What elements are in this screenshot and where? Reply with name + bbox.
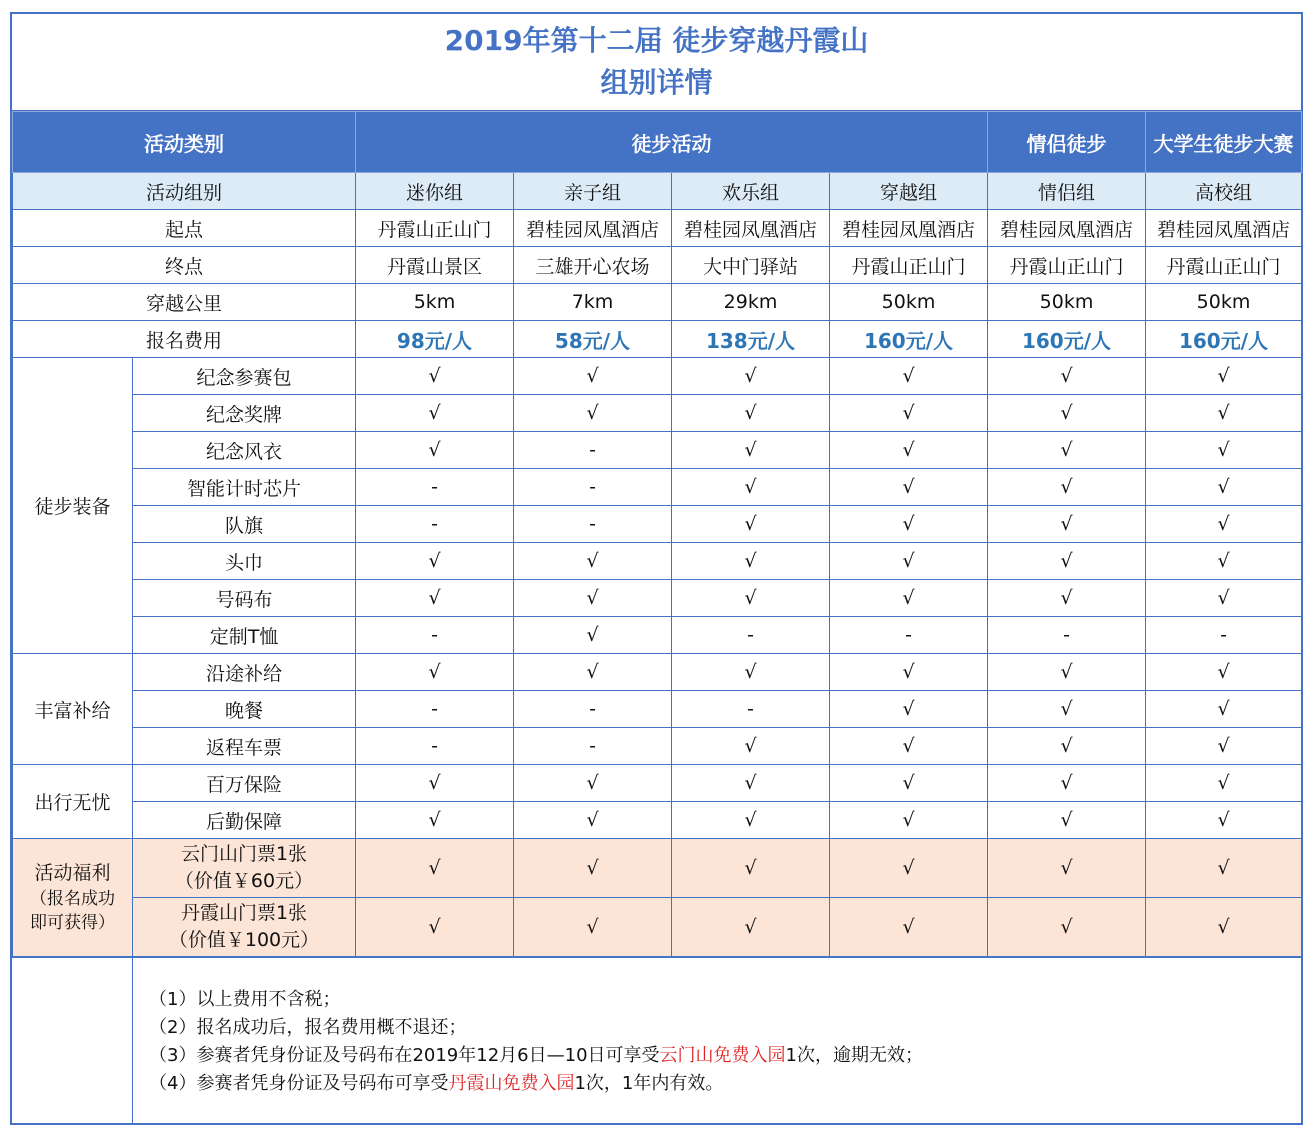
check-mark: √ — [830, 898, 988, 957]
item-row — [13, 765, 1302, 802]
benefit-row — [13, 898, 1302, 957]
item-row — [13, 728, 1302, 765]
check-mark: √ — [1146, 691, 1302, 728]
check-mark: √ — [988, 898, 1146, 957]
fee-row — [13, 321, 1302, 358]
check-mark: √ — [830, 543, 988, 580]
header-row — [13, 112, 1302, 173]
check-mark: √ — [1146, 898, 1302, 957]
benefits-name-line: 即可获得） — [30, 913, 115, 933]
check-mark: √ — [1146, 469, 1302, 506]
check-mark: √ — [1146, 506, 1302, 543]
check-mark: - — [830, 617, 988, 654]
check-mark: - — [514, 432, 672, 469]
cell-value: 碧桂园凤凰酒店 — [988, 210, 1146, 247]
group-name: 欢乐组 — [672, 173, 830, 210]
check-mark: √ — [988, 469, 1146, 506]
item-row — [13, 617, 1302, 654]
item-row — [13, 654, 1302, 691]
check-mark: √ — [830, 802, 988, 839]
check-mark: √ — [1146, 395, 1302, 432]
section-name: 徒步装备 — [13, 358, 133, 654]
check-mark: √ — [830, 654, 988, 691]
note-highlight: 云门山免费入园 — [659, 1045, 786, 1066]
check-mark: √ — [514, 654, 672, 691]
check-mark: √ — [514, 839, 672, 898]
check-mark: - — [514, 691, 672, 728]
check-mark: - — [988, 617, 1146, 654]
check-mark: √ — [1146, 580, 1302, 617]
cell-value: 丹霞山正山门 — [988, 247, 1146, 284]
section-name: 出行无忧 — [13, 765, 133, 839]
check-mark: √ — [356, 395, 514, 432]
item-label: 百万保险 — [133, 765, 356, 802]
benefit-label — [133, 898, 356, 957]
cell-value: 碧桂园凤凰酒店 — [1146, 210, 1302, 247]
check-mark: √ — [830, 469, 988, 506]
check-mark: √ — [988, 506, 1146, 543]
item-row — [13, 802, 1302, 839]
check-mark: √ — [672, 469, 830, 506]
fee-value: 160元/人 — [1146, 321, 1302, 358]
group-label: 活动组别 — [13, 173, 356, 210]
row-label: 终点 — [13, 247, 356, 284]
check-mark: √ — [672, 432, 830, 469]
cell-value: 丹霞山正山门 — [830, 247, 988, 284]
benefit-label-line: 丹霞山门票1张 — [180, 902, 308, 924]
group-name: 亲子组 — [514, 173, 672, 210]
check-mark: √ — [672, 728, 830, 765]
cell-value: 7km — [514, 284, 672, 321]
item-label: 晚餐 — [133, 691, 356, 728]
item-label: 队旗 — [133, 506, 356, 543]
check-mark: √ — [1146, 654, 1302, 691]
item-label: 纪念奖牌 — [133, 395, 356, 432]
check-mark: √ — [514, 802, 672, 839]
check-mark: √ — [1146, 728, 1302, 765]
check-mark: - — [514, 506, 672, 543]
benefits-name — [13, 839, 133, 957]
item-label: 纪念参赛包 — [133, 358, 356, 395]
benefit-label — [133, 839, 356, 898]
item-row — [13, 395, 1302, 432]
cell-value: 碧桂园凤凰酒店 — [514, 210, 672, 247]
check-mark: √ — [1146, 358, 1302, 395]
group-name: 迷你组 — [356, 173, 514, 210]
fee-value: 160元/人 — [830, 321, 988, 358]
check-mark: √ — [988, 839, 1146, 898]
cell-value: 50km — [1146, 284, 1302, 321]
check-mark: √ — [988, 358, 1146, 395]
check-mark: √ — [356, 898, 514, 957]
benefit-row — [13, 839, 1302, 898]
check-mark: √ — [672, 802, 830, 839]
check-mark: √ — [672, 395, 830, 432]
check-mark: √ — [830, 432, 988, 469]
note-2: （2）报名成功后，报名费用概不退还； — [149, 1017, 467, 1038]
fee-value: 98元/人 — [356, 321, 514, 358]
check-mark: √ — [988, 654, 1146, 691]
benefit-label-line: （价值￥60元） — [174, 870, 314, 892]
check-mark: √ — [1146, 802, 1302, 839]
check-mark: √ — [672, 839, 830, 898]
item-label: 头巾 — [133, 543, 356, 580]
check-mark: √ — [356, 543, 514, 580]
check-mark: √ — [514, 395, 672, 432]
check-mark: - — [356, 728, 514, 765]
check-mark: √ — [672, 580, 830, 617]
check-mark: √ — [356, 580, 514, 617]
check-mark: √ — [514, 617, 672, 654]
section-name: 丰富补给 — [13, 654, 133, 765]
check-mark: √ — [672, 765, 830, 802]
check-mark: √ — [988, 395, 1146, 432]
check-mark: √ — [988, 728, 1146, 765]
cell-value: 碧桂园凤凰酒店 — [672, 210, 830, 247]
check-mark: - — [356, 617, 514, 654]
header-couple: 情侣徒步 — [988, 112, 1146, 173]
sheet-title — [12, 14, 1301, 111]
check-mark: - — [514, 728, 672, 765]
detail-sheet — [10, 12, 1303, 1125]
check-mark: √ — [988, 580, 1146, 617]
cell-value: 大中门驿站 — [672, 247, 830, 284]
note-highlight: 丹霞山免费入园 — [448, 1073, 575, 1094]
check-mark: - — [356, 691, 514, 728]
check-mark: - — [356, 469, 514, 506]
check-mark: √ — [1146, 543, 1302, 580]
check-mark: √ — [988, 802, 1146, 839]
cell-value: 碧桂园凤凰酒店 — [830, 210, 988, 247]
cell-value: 50km — [988, 284, 1146, 321]
title-line-2: 组别详情 — [600, 66, 713, 99]
info-row — [13, 210, 1302, 247]
title-line-1: 2019年第十二届 徒步穿越丹霞山 — [444, 24, 869, 57]
check-mark: √ — [514, 898, 672, 957]
item-label: 纪念风衣 — [133, 432, 356, 469]
header-hike: 徒步活动 — [356, 112, 988, 173]
row-label: 报名费用 — [13, 321, 356, 358]
item-label: 定制T恤 — [133, 617, 356, 654]
note-4: （4）参赛者凭身份证及号码布可享受丹霞山免费入园1次，1年内有效。 — [149, 1073, 724, 1094]
check-mark: √ — [830, 691, 988, 728]
group-name: 高校组 — [1146, 173, 1302, 210]
fee-value: 58元/人 — [514, 321, 672, 358]
check-mark: - — [514, 469, 672, 506]
cell-value: 5km — [356, 284, 514, 321]
check-mark: √ — [356, 802, 514, 839]
check-mark: - — [356, 506, 514, 543]
benefits-name-line: 活动福利 — [34, 862, 111, 884]
check-mark: √ — [356, 839, 514, 898]
notes-section — [12, 957, 1301, 1123]
check-mark: √ — [514, 765, 672, 802]
check-mark: √ — [830, 839, 988, 898]
check-mark: √ — [830, 358, 988, 395]
cell-value: 三雄开心农场 — [514, 247, 672, 284]
item-row — [13, 691, 1302, 728]
check-mark: √ — [1146, 839, 1302, 898]
item-label: 沿途补给 — [133, 654, 356, 691]
check-mark: √ — [672, 898, 830, 957]
item-label: 号码布 — [133, 580, 356, 617]
info-row — [13, 284, 1302, 321]
check-mark: √ — [988, 691, 1146, 728]
check-mark: √ — [672, 358, 830, 395]
notes-list — [133, 958, 923, 1123]
item-row — [13, 506, 1302, 543]
benefit-label-line: （价值￥100元） — [168, 929, 320, 951]
check-mark: √ — [356, 765, 514, 802]
check-mark: √ — [356, 358, 514, 395]
item-label: 返程车票 — [133, 728, 356, 765]
fee-value: 160元/人 — [988, 321, 1146, 358]
cell-value: 29km — [672, 284, 830, 321]
check-mark: √ — [514, 358, 672, 395]
item-row — [13, 580, 1302, 617]
header-category: 活动类别 — [13, 112, 356, 173]
cell-value: 丹霞山正山门 — [1146, 247, 1302, 284]
item-row — [13, 543, 1302, 580]
item-row — [13, 469, 1302, 506]
check-mark: - — [672, 617, 830, 654]
benefits-name-line: （报名成功 — [30, 889, 115, 909]
info-row — [13, 247, 1302, 284]
check-mark: √ — [672, 543, 830, 580]
check-mark: √ — [1146, 765, 1302, 802]
check-mark: √ — [672, 506, 830, 543]
item-label: 后勤保障 — [133, 802, 356, 839]
fee-value: 138元/人 — [672, 321, 830, 358]
item-row — [13, 358, 1302, 395]
row-label: 起点 — [13, 210, 356, 247]
check-mark: √ — [356, 654, 514, 691]
check-mark: - — [1146, 617, 1302, 654]
group-name: 穿越组 — [830, 173, 988, 210]
item-row — [13, 432, 1302, 469]
cell-value: 丹霞山正山门 — [356, 210, 514, 247]
check-mark: √ — [514, 580, 672, 617]
check-mark: √ — [1146, 432, 1302, 469]
note-1: （1）以上费用不含税； — [149, 989, 341, 1010]
note-3: （3）参赛者凭身份证及号码布在2019年12月6日—10日可享受云门山免费入园1次，逾期无效； — [149, 1045, 923, 1066]
check-mark: √ — [830, 728, 988, 765]
check-mark: √ — [830, 765, 988, 802]
check-mark: √ — [988, 765, 1146, 802]
check-mark: √ — [988, 543, 1146, 580]
check-mark: √ — [988, 432, 1146, 469]
item-label: 智能计时芯片 — [133, 469, 356, 506]
check-mark: - — [672, 691, 830, 728]
group-name-row — [13, 173, 1302, 210]
group-name: 情侣组 — [988, 173, 1146, 210]
check-mark: √ — [514, 543, 672, 580]
cell-value: 50km — [830, 284, 988, 321]
check-mark: √ — [672, 654, 830, 691]
cell-value: 丹霞山景区 — [356, 247, 514, 284]
row-label: 穿越公里 — [13, 284, 356, 321]
header-college: 大学生徒步大赛 — [1146, 112, 1302, 173]
check-mark: √ — [830, 395, 988, 432]
group-table — [12, 111, 1302, 957]
check-mark: √ — [830, 580, 988, 617]
check-mark: √ — [356, 432, 514, 469]
check-mark: √ — [830, 506, 988, 543]
benefit-label-line: 云门山门票1张 — [180, 843, 308, 865]
